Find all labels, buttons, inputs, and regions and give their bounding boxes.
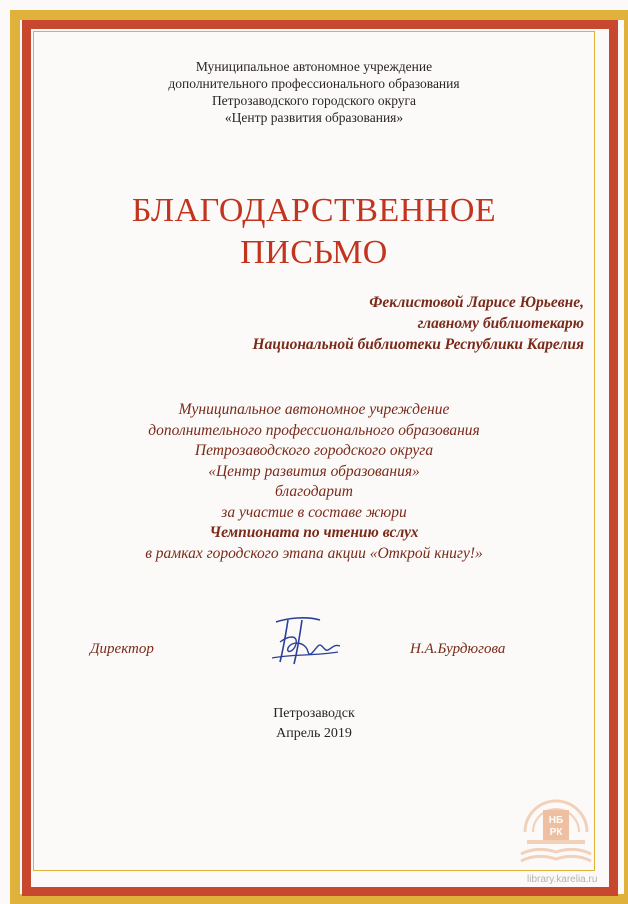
logo-text-bottom: РК	[549, 827, 563, 838]
title-line: БЛАГОДАРСТВЕННОЕ	[131, 192, 497, 229]
body-line: дополнительного профессионального образования	[148, 421, 480, 439]
title-line: ПИСЬМО	[240, 234, 388, 271]
recipient-block	[253, 292, 584, 355]
handwritten-signature	[258, 612, 348, 672]
recipient-position: главному библиотекарю	[417, 315, 584, 332]
issuer-header	[0, 58, 628, 126]
body-line: благодарит	[275, 483, 353, 500]
website-watermark: library.karelia.ru	[527, 874, 598, 885]
logo-text-top: НБ	[548, 815, 564, 826]
date: Апрель 2019	[276, 726, 352, 741]
issuer-line: Муниципальное автономное учреждение	[195, 59, 433, 74]
issuer-line: Петрозаводского городского округа	[211, 93, 417, 108]
recipient-organization: Национальной библиотеки Республики Карелия	[252, 336, 584, 353]
city: Петрозаводск	[273, 706, 355, 721]
event-name: Чемпионата по чтению вслух	[209, 524, 419, 541]
letter-body	[0, 400, 628, 564]
signatory-role: Директор	[90, 641, 154, 657]
body-line: в рамках городского этапа акции «Открой книгу!»	[145, 544, 483, 562]
recipient-name: Феклистовой Ларисе Юрьевне,	[369, 294, 584, 311]
place-and-date	[0, 704, 628, 744]
document-title	[0, 190, 628, 274]
body-line: за участие в составе жюри	[221, 503, 407, 521]
library-logo-watermark	[517, 788, 595, 868]
issuer-line: «Центр развития образования»	[224, 110, 404, 125]
body-line: «Центр развития образования»	[208, 462, 420, 480]
signatory-name: Н.А.Бурдюгова	[410, 641, 506, 657]
body-line: Муниципальное автономное учреждение	[178, 401, 450, 418]
issuer-line: дополнительного профессионального образования	[168, 76, 460, 91]
body-line: Петрозаводского городского округа	[194, 442, 434, 459]
